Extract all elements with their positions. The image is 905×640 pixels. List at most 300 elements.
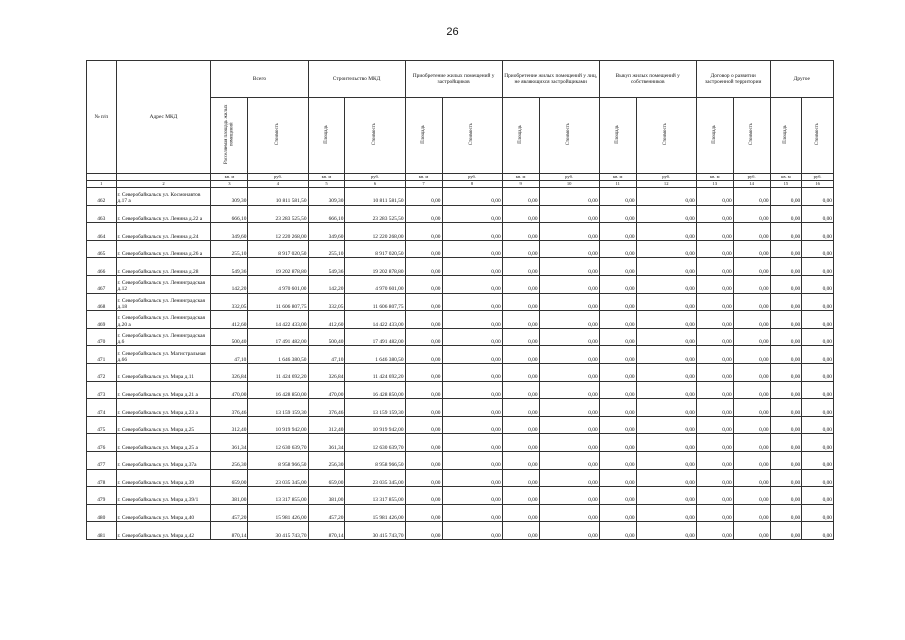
value-cell: 0,00 xyxy=(502,328,539,346)
value-cell: 0,00 xyxy=(502,205,539,223)
unit-cell: руб. xyxy=(539,174,599,181)
table-row xyxy=(87,258,834,276)
value-cell: 0,00 xyxy=(733,399,770,417)
column-number-cell: 1 xyxy=(87,181,117,188)
address-cell: г. Северобайкальск ул. Мира д.37а xyxy=(116,451,211,469)
table-row xyxy=(87,522,834,540)
value-cell: 0,00 xyxy=(802,381,834,399)
value-cell: 0,00 xyxy=(502,399,539,417)
value-cell: 870,14 xyxy=(308,522,345,540)
value-cell: 0,00 xyxy=(599,311,636,329)
value-cell: 0,00 xyxy=(502,188,539,206)
value-cell: 0,00 xyxy=(696,381,733,399)
unit-cell: руб. xyxy=(345,174,405,181)
value-cell: 15 981 426,00 xyxy=(248,504,308,522)
table-row xyxy=(87,487,834,505)
value-cell: 0,00 xyxy=(539,522,599,540)
value-cell: 0,00 xyxy=(770,381,802,399)
value-cell: 0,00 xyxy=(770,205,802,223)
value-cell: 0,00 xyxy=(733,258,770,276)
value-cell: 376,46 xyxy=(308,399,345,417)
value-cell: 47,10 xyxy=(211,346,248,364)
value-cell: 13 159 159,30 xyxy=(248,399,308,417)
value-cell: 0,00 xyxy=(770,293,802,311)
unit-cell: руб. xyxy=(802,174,834,181)
value-cell: 13 317 855,00 xyxy=(345,487,405,505)
value-cell: 0,00 xyxy=(599,275,636,293)
unit-cell: кв. м xyxy=(696,174,733,181)
table-row xyxy=(87,293,834,311)
value-cell: 0,00 xyxy=(770,434,802,452)
unit-cell: кв. м xyxy=(211,174,248,181)
header-sub: Стоимость xyxy=(248,98,308,174)
value-cell: 0,00 xyxy=(636,293,696,311)
value-cell: 0,00 xyxy=(770,346,802,364)
table-row xyxy=(87,363,834,381)
table-row xyxy=(87,381,834,399)
value-cell: 0,00 xyxy=(696,522,733,540)
column-number-cell: 4 xyxy=(248,181,308,188)
header-sub: Стоимость xyxy=(636,98,696,174)
value-cell: 312,40 xyxy=(308,416,345,434)
row-number: 471 xyxy=(87,346,117,364)
value-cell: 12 220 268,00 xyxy=(248,223,308,241)
value-cell: 0,00 xyxy=(802,240,834,258)
value-cell: 0,00 xyxy=(696,205,733,223)
value-cell: 659,00 xyxy=(308,469,345,487)
unit-cell: кв. м xyxy=(405,174,442,181)
value-cell: 0,00 xyxy=(405,469,442,487)
address-cell: г. Северобайкальск ул. Мира д.39 xyxy=(116,469,211,487)
value-cell: 0,00 xyxy=(770,487,802,505)
unit-cell: руб. xyxy=(442,174,502,181)
address-cell: г. Северобайкальск ул. Мира д.11 xyxy=(116,363,211,381)
value-cell: 0,00 xyxy=(733,328,770,346)
value-cell: 0,00 xyxy=(599,434,636,452)
table-body xyxy=(87,188,834,540)
header-sub: Стоимость xyxy=(539,98,599,174)
value-cell: 0,00 xyxy=(405,240,442,258)
value-cell: 0,00 xyxy=(770,363,802,381)
value-cell: 0,00 xyxy=(539,451,599,469)
value-cell: 13 317 855,00 xyxy=(248,487,308,505)
value-cell: 0,00 xyxy=(405,275,442,293)
address-cell: г. Северобайкальск ул. Мира д.21 а xyxy=(116,381,211,399)
column-number-cell: 7 xyxy=(405,181,442,188)
value-cell: 255,10 xyxy=(211,240,248,258)
value-cell: 0,00 xyxy=(502,346,539,364)
address-cell: г. Северобайкальск ул. Ленинградская д.20 а xyxy=(116,311,211,329)
row-number: 462 xyxy=(87,188,117,206)
column-number-cell: 8 xyxy=(442,181,502,188)
value-cell: 0,00 xyxy=(442,416,502,434)
value-cell: 0,00 xyxy=(502,416,539,434)
value-cell: 0,00 xyxy=(539,469,599,487)
value-cell: 0,00 xyxy=(442,311,502,329)
column-number-cell: 13 xyxy=(696,181,733,188)
header-sub: Стоимость xyxy=(442,98,502,174)
value-cell: 0,00 xyxy=(539,223,599,241)
value-cell: 0,00 xyxy=(636,469,696,487)
value-cell: 0,00 xyxy=(770,311,802,329)
value-cell: 349,60 xyxy=(211,223,248,241)
value-cell: 0,00 xyxy=(539,363,599,381)
unit-cell: кв. м xyxy=(599,174,636,181)
value-cell: 0,00 xyxy=(696,399,733,417)
header-sub: Площадь xyxy=(502,98,539,174)
value-cell: 0,00 xyxy=(733,434,770,452)
address-cell: г. Северобайкальск ул. Ленинградская д.18 xyxy=(116,293,211,311)
column-number-cell: 2 xyxy=(116,181,211,188)
value-cell: 23 035 345,00 xyxy=(248,469,308,487)
row-number: 479 xyxy=(87,487,117,505)
value-cell: 0,00 xyxy=(696,416,733,434)
table-row xyxy=(87,469,834,487)
value-cell: 0,00 xyxy=(539,504,599,522)
value-cell: 19 202 878,80 xyxy=(345,258,405,276)
value-cell: 361,34 xyxy=(308,434,345,452)
value-cell: 0,00 xyxy=(733,416,770,434)
value-cell: 11 424 692,20 xyxy=(248,363,308,381)
unit-cell xyxy=(87,174,117,181)
value-cell: 0,00 xyxy=(442,205,502,223)
header-group-buy-developers: Приобретение жилых помещений у застройщиков xyxy=(405,61,502,98)
value-cell: 0,00 xyxy=(539,328,599,346)
value-cell: 0,00 xyxy=(599,346,636,364)
value-cell: 0,00 xyxy=(502,522,539,540)
value-cell: 0,00 xyxy=(502,381,539,399)
value-cell: 0,00 xyxy=(636,451,696,469)
value-cell: 0,00 xyxy=(696,346,733,364)
value-cell: 457,20 xyxy=(211,504,248,522)
column-number-cell: 12 xyxy=(636,181,696,188)
value-cell: 0,00 xyxy=(442,223,502,241)
value-cell: 659,00 xyxy=(211,469,248,487)
value-cell: 0,00 xyxy=(405,522,442,540)
row-number: 474 xyxy=(87,399,117,417)
row-number: 468 xyxy=(87,293,117,311)
value-cell: 0,00 xyxy=(770,469,802,487)
value-cell: 0,00 xyxy=(539,416,599,434)
value-cell: 0,00 xyxy=(502,275,539,293)
value-cell: 0,00 xyxy=(696,223,733,241)
value-cell: 0,00 xyxy=(636,416,696,434)
value-cell: 0,00 xyxy=(770,223,802,241)
value-cell: 870,14 xyxy=(211,522,248,540)
value-cell: 0,00 xyxy=(636,434,696,452)
value-cell: 0,00 xyxy=(696,434,733,452)
value-cell: 500,40 xyxy=(211,328,248,346)
table-row xyxy=(87,451,834,469)
value-cell: 8 917 020,50 xyxy=(345,240,405,258)
value-cell: 0,00 xyxy=(802,275,834,293)
value-cell: 0,00 xyxy=(599,504,636,522)
unit-cell: руб. xyxy=(636,174,696,181)
value-cell: 0,00 xyxy=(733,223,770,241)
value-cell: 309,30 xyxy=(211,188,248,206)
value-cell: 0,00 xyxy=(405,381,442,399)
table-row xyxy=(87,346,834,364)
value-cell: 0,00 xyxy=(539,346,599,364)
header-sub: Стоимость xyxy=(733,98,770,174)
value-cell: 0,00 xyxy=(696,293,733,311)
table-row xyxy=(87,504,834,522)
value-cell: 0,00 xyxy=(696,487,733,505)
value-cell: 0,00 xyxy=(802,416,834,434)
value-cell: 0,00 xyxy=(442,504,502,522)
value-cell: 4 970 601,00 xyxy=(248,275,308,293)
column-number-cell: 14 xyxy=(733,181,770,188)
value-cell: 0,00 xyxy=(405,188,442,206)
column-number-cell: 6 xyxy=(345,181,405,188)
value-cell: 23 283 525,50 xyxy=(248,205,308,223)
value-cell: 0,00 xyxy=(442,293,502,311)
address-cell: г. Северобайкальск ул. Мира д.25 xyxy=(116,416,211,434)
value-cell: 0,00 xyxy=(405,328,442,346)
address-cell: г. Северобайкальск ул. Ленинградская д.6 xyxy=(116,328,211,346)
header-group-redemption: Выкуп жилых помещений у собственников xyxy=(599,61,696,98)
value-cell: 0,00 xyxy=(770,328,802,346)
value-cell: 0,00 xyxy=(696,240,733,258)
value-cell: 0,00 xyxy=(442,363,502,381)
value-cell: 0,00 xyxy=(539,188,599,206)
value-cell: 0,00 xyxy=(696,311,733,329)
header-group-construction: Строительство МКД xyxy=(308,61,405,98)
value-cell: 0,00 xyxy=(770,522,802,540)
value-cell: 0,00 xyxy=(802,328,834,346)
column-number-cell: 3 xyxy=(211,181,248,188)
value-cell: 0,00 xyxy=(636,504,696,522)
value-cell: 0,00 xyxy=(539,258,599,276)
value-cell: 0,00 xyxy=(733,188,770,206)
header-sub: Площадь xyxy=(308,98,345,174)
value-cell: 0,00 xyxy=(802,293,834,311)
value-cell: 17 491 482,00 xyxy=(345,328,405,346)
value-cell: 0,00 xyxy=(636,399,696,417)
value-cell: 332,05 xyxy=(308,293,345,311)
value-cell: 11 606 807,75 xyxy=(248,293,308,311)
value-cell: 0,00 xyxy=(802,399,834,417)
row-number: 477 xyxy=(87,451,117,469)
value-cell: 8 958 966,50 xyxy=(248,451,308,469)
value-cell: 0,00 xyxy=(733,240,770,258)
value-cell: 23 035 345,00 xyxy=(345,469,405,487)
value-cell: 0,00 xyxy=(442,328,502,346)
value-cell: 0,00 xyxy=(502,293,539,311)
value-cell: 15 981 426,00 xyxy=(345,504,405,522)
value-cell: 0,00 xyxy=(802,451,834,469)
value-cell: 0,00 xyxy=(802,205,834,223)
header-sub: Площадь xyxy=(405,98,442,174)
value-cell: 16 428 850,00 xyxy=(248,381,308,399)
value-cell: 0,00 xyxy=(770,504,802,522)
value-cell: 11 606 807,75 xyxy=(345,293,405,311)
value-cell: 0,00 xyxy=(502,240,539,258)
table-row xyxy=(87,434,834,452)
value-cell: 0,00 xyxy=(636,223,696,241)
value-cell: 0,00 xyxy=(636,240,696,258)
header-sub: Площадь xyxy=(599,98,636,174)
value-cell: 470,00 xyxy=(308,381,345,399)
value-cell: 10 811 581,50 xyxy=(248,188,308,206)
value-cell: 361,34 xyxy=(211,434,248,452)
value-cell: 326,84 xyxy=(308,363,345,381)
value-cell: 0,00 xyxy=(405,311,442,329)
address-cell: г. Северобайкальск ул. Ленинградская д.12 xyxy=(116,275,211,293)
value-cell: 0,00 xyxy=(770,258,802,276)
table-row xyxy=(87,416,834,434)
value-cell: 0,00 xyxy=(442,258,502,276)
value-cell: 13 159 159,30 xyxy=(345,399,405,417)
value-cell: 0,00 xyxy=(733,451,770,469)
resettlement-table xyxy=(86,60,834,540)
address-cell: г. Северобайкальск ул. Мира д.25 а xyxy=(116,434,211,452)
value-cell: 0,00 xyxy=(502,363,539,381)
unit-cell: кв. м xyxy=(502,174,539,181)
row-number: 476 xyxy=(87,434,117,452)
value-cell: 0,00 xyxy=(802,487,834,505)
value-cell: 0,00 xyxy=(539,381,599,399)
value-cell: 332,05 xyxy=(211,293,248,311)
value-cell: 0,00 xyxy=(405,451,442,469)
value-cell: 0,00 xyxy=(599,293,636,311)
value-cell: 10 919 942,00 xyxy=(248,416,308,434)
value-cell: 0,00 xyxy=(770,416,802,434)
value-cell: 0,00 xyxy=(599,188,636,206)
address-cell: г. Северобайкальск ул. Мира д.23 а xyxy=(116,399,211,417)
value-cell: 0,00 xyxy=(733,504,770,522)
value-cell: 0,00 xyxy=(733,469,770,487)
row-number: 463 xyxy=(87,205,117,223)
value-cell: 0,00 xyxy=(502,469,539,487)
row-number: 467 xyxy=(87,275,117,293)
page-number: 26 xyxy=(446,26,459,38)
unit-cell: руб. xyxy=(248,174,308,181)
value-cell: 8 958 966,50 xyxy=(345,451,405,469)
row-number: 480 xyxy=(87,504,117,522)
value-cell: 0,00 xyxy=(442,522,502,540)
value-cell: 0,00 xyxy=(442,240,502,258)
value-cell: 0,00 xyxy=(770,188,802,206)
row-number: 473 xyxy=(87,381,117,399)
value-cell: 500,40 xyxy=(308,328,345,346)
column-number-cell: 9 xyxy=(502,181,539,188)
value-cell: 0,00 xyxy=(733,381,770,399)
unit-cell: кв. м xyxy=(308,174,345,181)
header-no: № п/п xyxy=(87,61,117,174)
value-cell: 0,00 xyxy=(599,223,636,241)
value-cell: 0,00 xyxy=(442,434,502,452)
value-cell: 326,84 xyxy=(211,363,248,381)
table-row xyxy=(87,205,834,223)
value-cell: 0,00 xyxy=(733,311,770,329)
value-cell: 0,00 xyxy=(405,434,442,452)
column-number-cell: 5 xyxy=(308,181,345,188)
value-cell: 0,00 xyxy=(733,363,770,381)
address-cell: г. Северобайкальск ул. Ленина д.28 xyxy=(116,258,211,276)
value-cell: 0,00 xyxy=(696,451,733,469)
value-cell: 10 811 581,50 xyxy=(345,188,405,206)
value-cell: 0,00 xyxy=(802,363,834,381)
value-cell: 666,10 xyxy=(308,205,345,223)
value-cell: 30 415 743,70 xyxy=(345,522,405,540)
value-cell: 0,00 xyxy=(636,311,696,329)
value-cell: 23 283 525,50 xyxy=(345,205,405,223)
value-cell: 0,00 xyxy=(599,328,636,346)
value-cell: 0,00 xyxy=(802,223,834,241)
value-cell: 0,00 xyxy=(599,399,636,417)
value-cell: 457,20 xyxy=(308,504,345,522)
value-cell: 0,00 xyxy=(599,522,636,540)
value-cell: 0,00 xyxy=(502,434,539,452)
value-cell: 0,00 xyxy=(696,469,733,487)
value-cell: 255,10 xyxy=(308,240,345,258)
table-row xyxy=(87,275,834,293)
value-cell: 0,00 xyxy=(696,504,733,522)
value-cell: 0,00 xyxy=(696,258,733,276)
row-number: 464 xyxy=(87,223,117,241)
value-cell: 0,00 xyxy=(636,258,696,276)
value-cell: 0,00 xyxy=(539,311,599,329)
value-cell: 0,00 xyxy=(502,258,539,276)
header-group-other: Другое xyxy=(770,61,833,98)
value-cell: 381,00 xyxy=(308,487,345,505)
value-cell: 0,00 xyxy=(599,416,636,434)
value-cell: 549,36 xyxy=(308,258,345,276)
value-cell: 0,00 xyxy=(539,205,599,223)
value-cell: 0,00 xyxy=(599,258,636,276)
value-cell: 0,00 xyxy=(802,469,834,487)
value-cell: 0,00 xyxy=(733,275,770,293)
value-cell: 0,00 xyxy=(599,205,636,223)
value-cell: 0,00 xyxy=(442,451,502,469)
value-cell: 0,00 xyxy=(636,188,696,206)
header-group-development-contract: Договор о развитии застроенной территории xyxy=(696,61,770,98)
value-cell: 0,00 xyxy=(405,399,442,417)
value-cell: 0,00 xyxy=(442,275,502,293)
value-cell: 0,00 xyxy=(539,275,599,293)
value-cell: 47,10 xyxy=(308,346,345,364)
value-cell: 0,00 xyxy=(802,258,834,276)
value-cell: 14 422 433,00 xyxy=(345,311,405,329)
value-cell: 0,00 xyxy=(405,293,442,311)
value-cell: 0,00 xyxy=(733,346,770,364)
value-cell: 30 415 743,70 xyxy=(248,522,308,540)
value-cell: 142,20 xyxy=(211,275,248,293)
value-cell: 0,00 xyxy=(770,451,802,469)
value-cell: 0,00 xyxy=(599,469,636,487)
value-cell: 0,00 xyxy=(802,522,834,540)
value-cell: 0,00 xyxy=(502,487,539,505)
value-cell: 0,00 xyxy=(770,240,802,258)
value-cell: 0,00 xyxy=(539,293,599,311)
units-row xyxy=(87,174,834,181)
value-cell: 0,00 xyxy=(733,205,770,223)
value-cell: 0,00 xyxy=(802,188,834,206)
value-cell: 0,00 xyxy=(599,451,636,469)
value-cell: 0,00 xyxy=(539,434,599,452)
value-cell: 0,00 xyxy=(405,416,442,434)
value-cell: 0,00 xyxy=(636,381,696,399)
row-number: 472 xyxy=(87,363,117,381)
value-cell: 0,00 xyxy=(599,363,636,381)
value-cell: 0,00 xyxy=(599,240,636,258)
unit-cell: руб. xyxy=(733,174,770,181)
header-sub: Стоимость xyxy=(802,98,834,174)
value-cell: 0,00 xyxy=(802,346,834,364)
value-cell: 0,00 xyxy=(405,363,442,381)
value-cell: 0,00 xyxy=(636,275,696,293)
